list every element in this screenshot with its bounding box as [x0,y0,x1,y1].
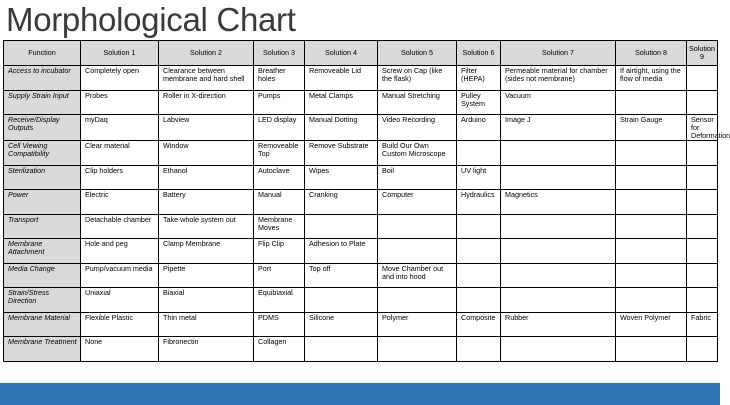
solution-cell: Pipette [159,263,254,288]
table-row [4,90,718,115]
solution-cell: None [81,337,159,362]
solution-cell: Port [254,263,305,288]
solution-cell [501,337,616,362]
solution-cell: Video Recording [378,115,457,141]
solution-cell: Remove Substrate [305,141,378,166]
column-header: Solution 1 [81,41,159,66]
solution-cell: Biaxial [159,288,254,313]
solution-cell: Wipes [305,165,378,190]
bottom-accent-bar [0,383,720,405]
solution-cell: Vacuum [501,90,616,115]
function-cell: Cell Viewing Compatibility [4,141,81,166]
column-header: Solution 9 [687,41,718,66]
solution-cell [457,288,501,313]
solution-cell [501,165,616,190]
solution-cell: Removeable Lid [305,66,378,91]
solution-cell [687,239,718,264]
table-row [4,288,718,313]
solution-cell [305,337,378,362]
solution-cell: Boil [378,165,457,190]
solution-cell [687,141,718,166]
column-header: Solution 3 [254,41,305,66]
solution-cell: Woven Polymer [616,312,687,337]
solution-cell: Completely open [81,66,159,91]
column-header: Solution 5 [378,41,457,66]
solution-cell: Silicone [305,312,378,337]
solution-cell: Manual Stretching [378,90,457,115]
solution-cell [687,190,718,215]
solution-cell: Probes [81,90,159,115]
morphological-chart-table [3,40,730,362]
solution-cell [616,337,687,362]
solution-cell: myDaq [81,115,159,141]
solution-cell: Image J [501,115,616,141]
solution-cell: Hydraulics [457,190,501,215]
solution-cell: Build Our Own Custom Microscope [378,141,457,166]
solution-cell: UV light [457,165,501,190]
solution-cell: Composite [457,312,501,337]
table-row [4,66,718,91]
solution-cell: Flexible Plastic [81,312,159,337]
solution-cell [378,337,457,362]
solution-cell [616,190,687,215]
solution-cell: Removeable Top [254,141,305,166]
table-row [4,214,718,239]
column-header: Solution 2 [159,41,254,66]
solution-cell: Metal Clamps [305,90,378,115]
solution-cell: Ethanol [159,165,254,190]
solution-cell: Filter (HEPA) [457,66,501,91]
solution-cell: Uniaxial [81,288,159,313]
solution-cell: Take whole system out [159,214,254,239]
column-header: Function [4,41,81,66]
table-row [4,263,718,288]
solution-cell: Fibronectin [159,337,254,362]
solution-cell [501,239,616,264]
solution-cell [501,214,616,239]
function-cell: Membrane Material [4,312,81,337]
solution-cell [501,141,616,166]
solution-cell [616,141,687,166]
function-cell: Media Change [4,263,81,288]
solution-cell [616,214,687,239]
solution-cell [687,90,718,115]
solution-cell [616,90,687,115]
solution-cell [457,239,501,264]
solution-cell [687,263,718,288]
solution-cell [457,141,501,166]
solution-cell: Manual Dotting [305,115,378,141]
solution-cell: Detachable chamber [81,214,159,239]
solution-cell: Pump/vacuum media [81,263,159,288]
solution-cell [687,165,718,190]
solution-cell [457,214,501,239]
table-row [4,239,718,264]
solution-cell: Clear material [81,141,159,166]
table-row [4,115,718,141]
solution-cell: Fabric [687,312,718,337]
solution-cell: Manual [254,190,305,215]
solution-cell: LED display [254,115,305,141]
function-cell: Access to incubator [4,66,81,91]
column-header: Solution 8 [616,41,687,66]
function-cell: Supply Strain Input [4,90,81,115]
solution-cell [457,337,501,362]
solution-cell: Computer [378,190,457,215]
solution-cell: Hole and peg [81,239,159,264]
solution-cell [616,165,687,190]
column-header: Solution 6 [457,41,501,66]
solution-cell: Adhesion to Plate [305,239,378,264]
table-body [4,66,730,362]
solution-cell: Rubber [501,312,616,337]
column-header: Solution 7 [501,41,616,66]
function-cell: Transport [4,214,81,239]
solution-cell [457,263,501,288]
solution-cell: Thin metal [159,312,254,337]
solution-cell: Flip Clip [254,239,305,264]
solution-cell [305,214,378,239]
solution-cell [616,288,687,313]
function-cell: Strain/Stress Direction [4,288,81,313]
solution-cell: Window [159,141,254,166]
solution-cell [305,288,378,313]
solution-cell: Magnetics [501,190,616,215]
solution-cell: Equibiaxial [254,288,305,313]
table-row [4,141,718,166]
table-row [4,312,718,337]
solution-cell: Permeable material for chamber (sides not membrane) [501,66,616,91]
solution-cell [378,214,457,239]
solution-cell: Roller in X-direction [159,90,254,115]
solution-cell: Polymer [378,312,457,337]
solution-cell: If airtight, using the flow of media [616,66,687,91]
solution-cell: Battery [159,190,254,215]
solution-cell: Clip holders [81,165,159,190]
solution-cell: Labview [159,115,254,141]
solution-cell: Arduino [457,115,501,141]
solution-cell: Pumps [254,90,305,115]
solution-cell: Move Chamber out and into hood [378,263,457,288]
table-row [4,165,718,190]
table-row [4,337,718,362]
solution-cell: PDMS [254,312,305,337]
solution-cell: Clearance between membrane and hard shell [159,66,254,91]
solution-cell: Screw on Cap (like the flask) [378,66,457,91]
solution-cell [687,66,718,91]
solution-cell [687,288,718,313]
solution-cell: Cranking [305,190,378,215]
solution-cell: Autoclave [254,165,305,190]
solution-cell [616,239,687,264]
column-header: Solution 4 [305,41,378,66]
function-cell: Membrane Treatment [4,337,81,362]
solution-cell: Pulley System [457,90,501,115]
solution-cell [378,288,457,313]
solution-cell: Clamp Membrane [159,239,254,264]
solution-cell [501,263,616,288]
function-cell: Membrane Attachment [4,239,81,264]
solution-cell [378,239,457,264]
solution-cell [687,337,718,362]
solution-cell [616,263,687,288]
solution-cell: Top off [305,263,378,288]
function-cell: Receive/Display Outputs [4,115,81,141]
solution-cell: Electric [81,190,159,215]
solution-cell: Collagen [254,337,305,362]
header-row [4,41,718,66]
function-cell: Power [4,190,81,215]
slide-title: Morphological Chart [6,1,296,38]
table-row [4,190,718,215]
function-cell: Sterilization [4,165,81,190]
solution-cell: Sensor for Deformation [687,115,718,141]
solution-cell [501,288,616,313]
solution-cell: Membrane Moves [254,214,305,239]
solution-cell [687,214,718,239]
solution-cell: Strain Gauge [616,115,687,141]
solution-cell: Breather holes [254,66,305,91]
